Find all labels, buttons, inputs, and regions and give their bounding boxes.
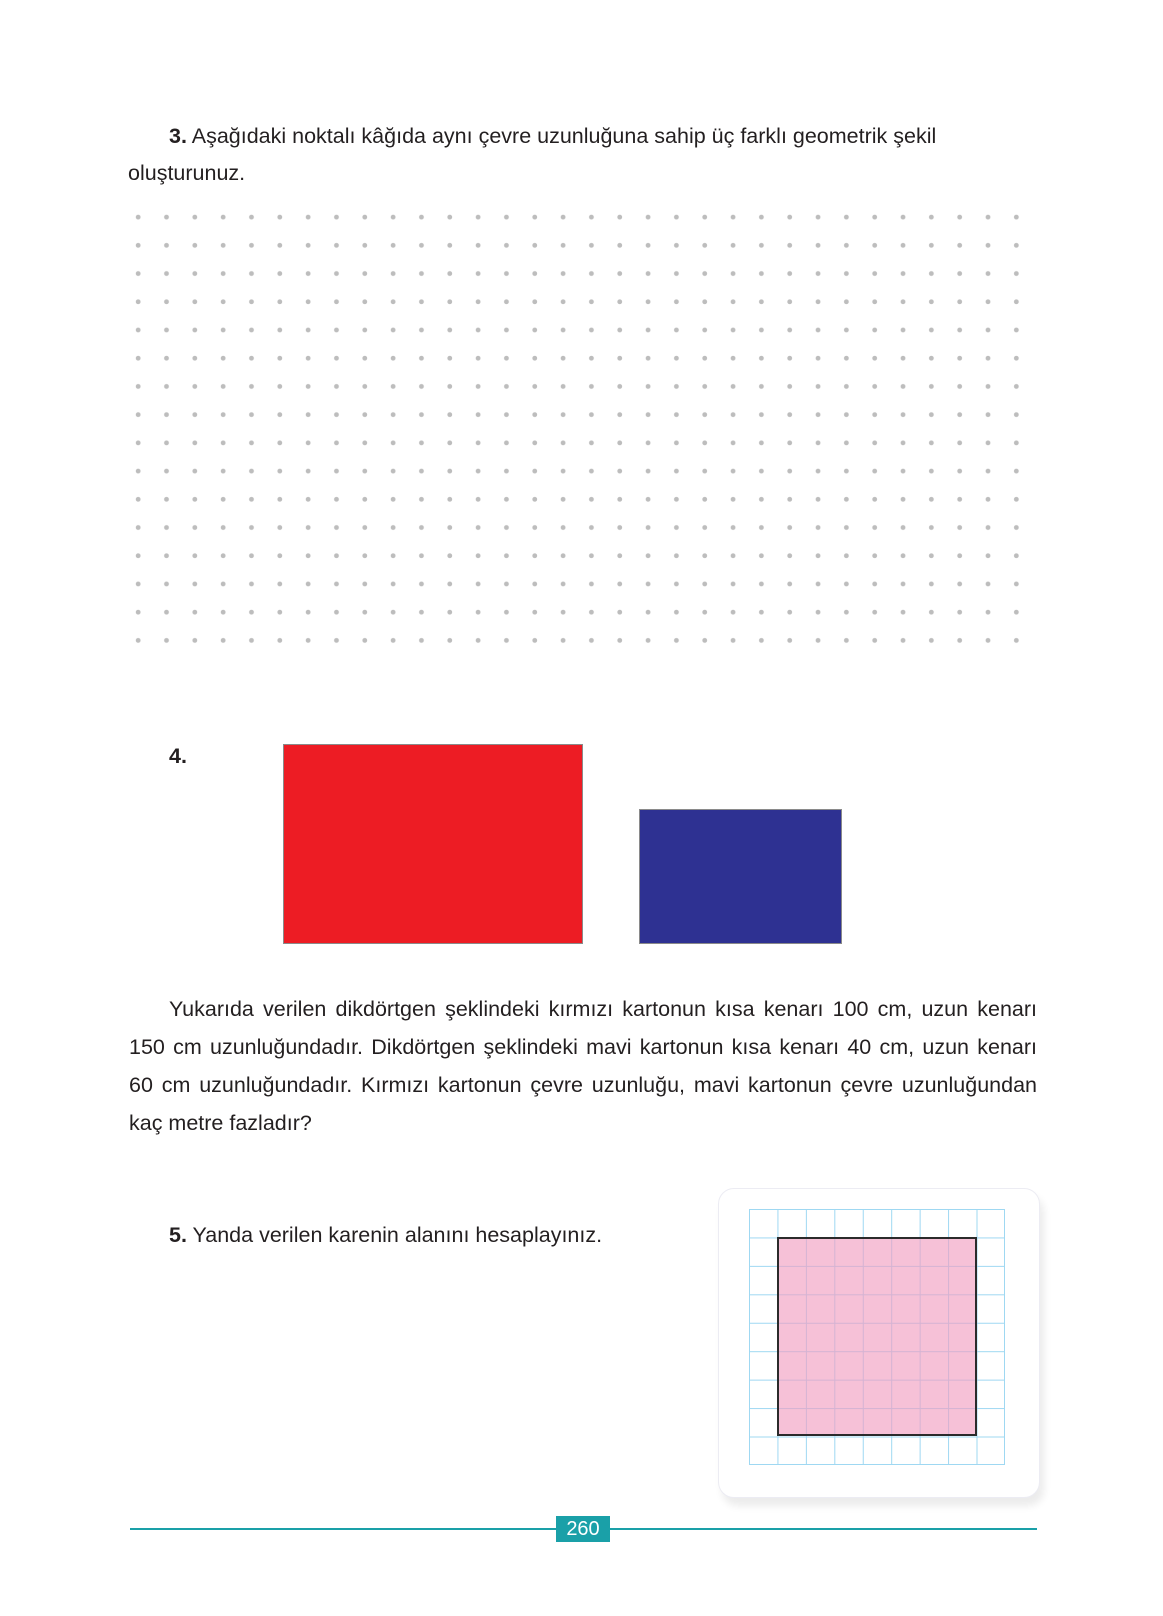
question-3-number: 3. — [169, 124, 187, 148]
question-3 — [128, 118, 1035, 192]
dotted-paper[interactable] — [124, 203, 1030, 655]
red-cardboard-rectangle — [283, 744, 583, 944]
blue-cardboard-rectangle — [639, 809, 842, 944]
question-4-text: Yukarıda verilen dikdörtgen şeklindeki kırmızı kartonun kısa kenarı 100 cm, uzun kenarı 150 cm uzunluğundadır. Dikdörtgen şeklindeki mavi kartonun kısa kenarı 40 cm, uzun kenarı 60 cm uzunluğundadır. Kırmızı kartonun çevre uzunluğu, mavi kartonun çevre uzunluğundan kaç metre fazladır? — [129, 997, 1037, 1135]
question-5-text: Yanda verilen karenin alanını hesaplayınız. — [186, 1223, 603, 1247]
pink-square — [777, 1237, 977, 1436]
page-number: 260 — [556, 1516, 610, 1542]
question-5-number: 5. — [169, 1223, 187, 1247]
question-4-number: 4. — [169, 744, 187, 768]
question-3-text: Aşağıdaki noktalı kâğıda aynı çevre uzunluğuna sahip üç farklı geometrik şekil oluşturunuz. — [128, 124, 937, 185]
question-5 — [169, 1216, 602, 1254]
